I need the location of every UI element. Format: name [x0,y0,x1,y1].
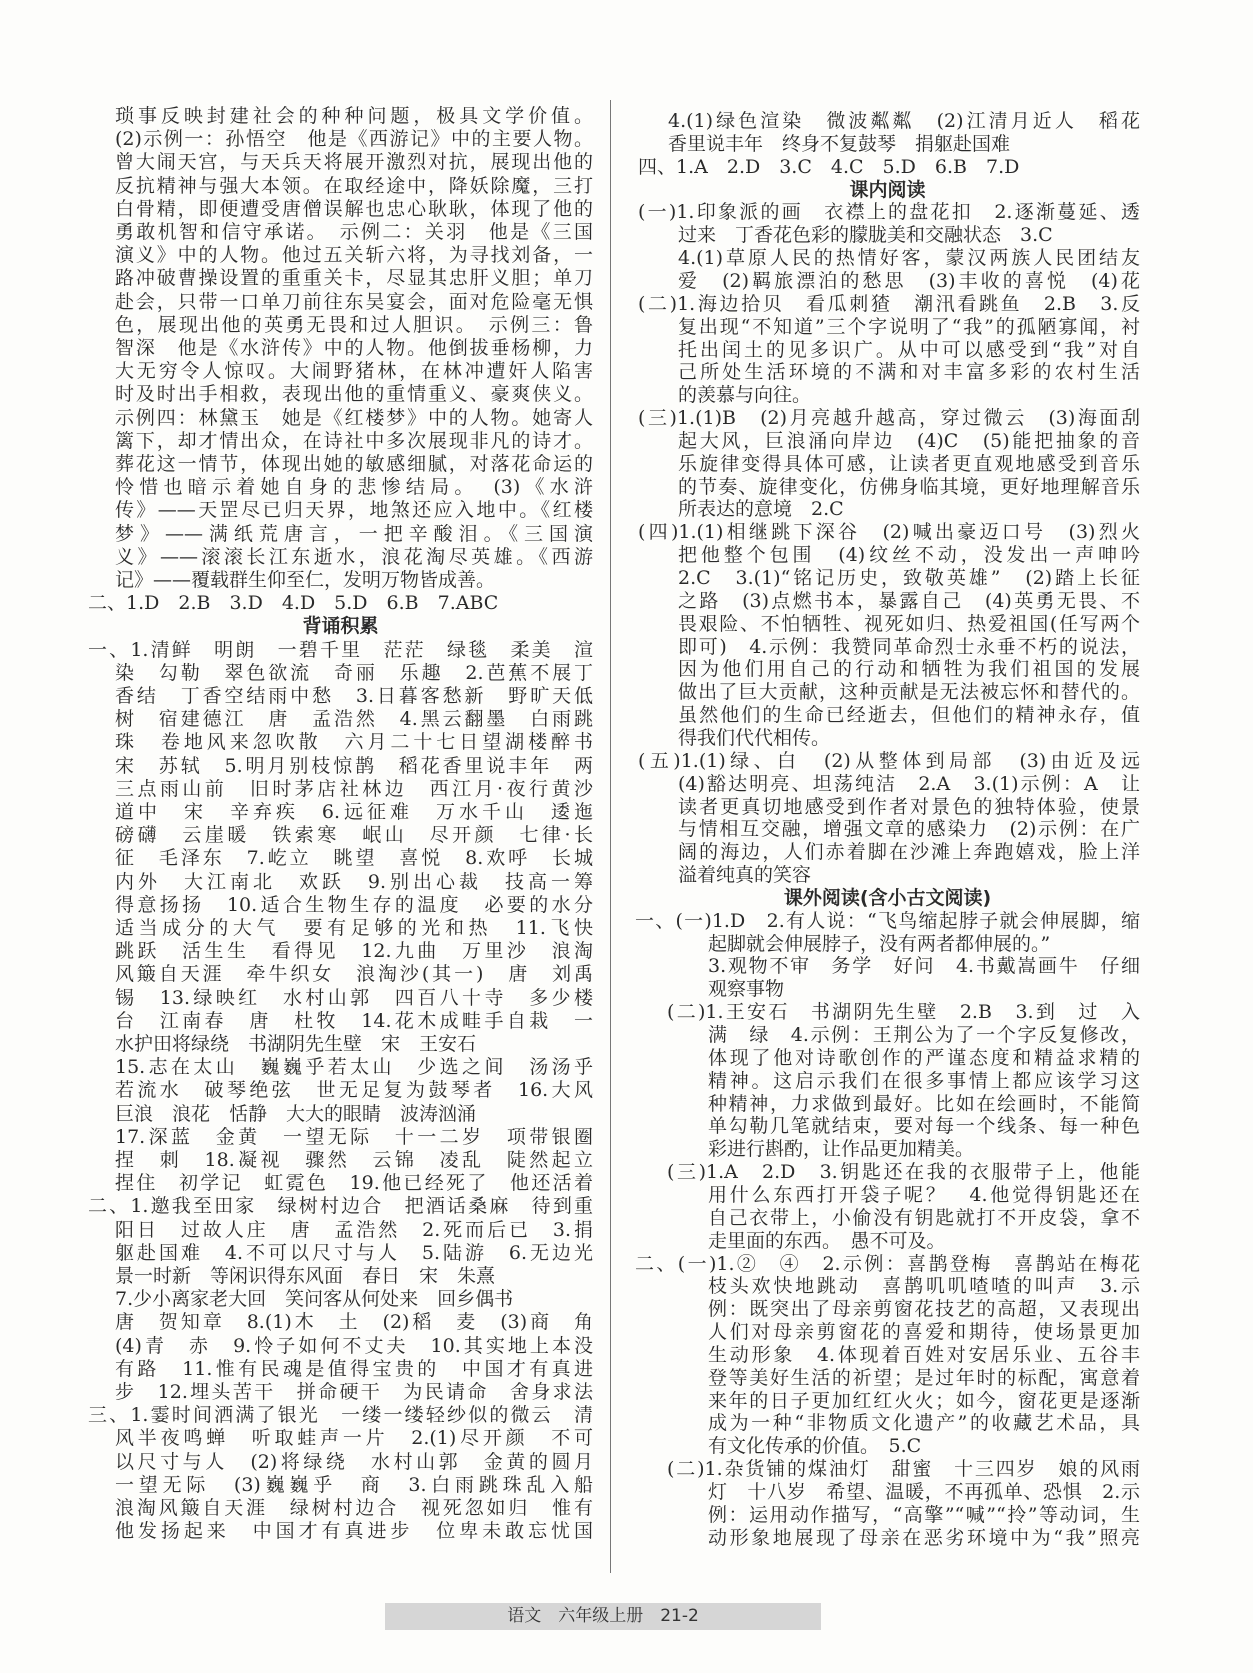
answer-line: 一、(一)1.D 2.有人说：“飞鸟缩起脖子就会伸展脚，缩 [635,909,1140,932]
answer-line: 三、1.霎时间洒满了银光 一缕一缕轻纱似的微云 清 [88,1404,593,1427]
answer-line: 过来 丁香花色彩的朦胧美和交融状态 3.C [678,224,1053,247]
answer-line: 灯 十八岁 希望、温暖，不再孤单、恐惧 2.示 [708,1481,1140,1503]
answer-line: 香里说丰年 终身不复鼓琴 捐躯赴国难 [668,132,1011,155]
answer-line: 记》——覆载群生仰至仁，发明万物皆成善。 [115,569,496,591]
answer-line: 例：既突出了母亲剪窗花技艺的高超，又表现出 [708,1298,1140,1321]
answer-line: 大无穷令人惊叹。大闹野猪林，在林冲遭奸人陷害 [115,360,593,383]
answer-line: 葬花这一情节，体现出她的敏感细腻，对落花命运的 [115,453,593,475]
answer-line: 起大风，巨浪涌向岸边 (4)C (5)能把抽象的音 [678,429,1140,452]
answer-line: 用什么东西打开袋子呢？ 4.他觉得钥匙还在 [708,1183,1140,1206]
answer-line: 一、1.清鲜 明朗 一碧千里 茫茫 绿毯 柔美 渲 [88,638,593,661]
answer-line: 色，展现出他的英勇无畏和过人胆识。 示例三：鲁 [115,313,593,336]
footer-grade: 六年级上册 [558,1606,644,1626]
answer-line: 生动形象 4.体现着百姓对安居乐业、五谷丰 [708,1343,1140,1366]
answer-line: (四)1.(1)相继跳下深谷 (2)喊出豪迈口号 (3)烈火 [638,521,1140,544]
answer-line: 宋 苏轼 5.明月别枝惊鹊 稻花香里说丰年 两 [115,754,593,777]
answer-line: 浪淘风簸自天涯 绿树村边合 视死忽如归 惟有 [115,1497,593,1519]
answer-line: 之路 (3)点燃书本，暴露自己 (4)英勇无畏、不 [678,589,1140,612]
answer-line: 得意扬扬 10.适合生物生存的温度 必要的水分 [115,893,593,916]
page-footer [385,1603,821,1630]
answer-line: 溢着纯真的笑容 [678,864,812,887]
answer-line: 爱 (2)羁旅漂泊的愁思 (3)丰收的喜悦 (4)花 [678,269,1140,292]
section-heading: 课内阅读 [849,178,926,201]
answer-line: 躯赴国难 4.不可以尺寸与人 5.陆游 6.无边光 [115,1241,593,1264]
answer-line: 读者更真切地感受到作者对景色的独特体验，使景 [678,795,1140,818]
answer-line: (2)示例一：孙悟空 他是《西游记》中的主要人物。 [115,128,593,151]
answer-line: 因为他们用自己的行动和牺牲为我们祖国的发展 [678,658,1140,681]
answer-line: 磅礴 云崖暖 铁索寒 岷山 尽开颜 七律·长 [115,824,593,847]
answer-line: 树 宿建德江 唐 孟浩然 4.黑云翻墨 白雨跳 [115,708,593,731]
answer-line: 做出了巨大贡献，这种贡献是无法被忘怀和替代的。 [678,681,1140,704]
answer-line: 演义》中的人物。他过五关斩六将，为寻找刘备，一 [115,244,593,267]
answer-line: 起脚就会伸展脖子，没有两者都伸展的。” [708,932,1051,955]
answer-line: 风簸自天涯 牵牛织女 浪淘沙(其一) 唐 刘禹 [115,963,593,986]
answer-line: 锡 13.绿映红 水村山郭 四百八十寺 多少楼 [115,986,593,1009]
answer-line: 7.少小离家老大回 笑问客从何处来 回乡偶书 [115,1288,514,1311]
answer-line: 满 绿 4.示例：王荆公为了一个字反复修改， [708,1024,1140,1046]
answer-line: 动形象地展现了母亲在恶劣环境中为“我”照亮 [708,1526,1140,1549]
answer-line: 梦》——满纸荒唐言，一把辛酸泪。《三国演 [115,522,593,545]
answer-line: 若流水 破琴绝弦 世无足复为鼓琴者 16.大风 [115,1079,593,1102]
answer-line: 所表达的意境 2.C [678,498,844,521]
answer-line: 阔的海边，人们赤着脚在沙滩上奔跑嬉戏，脸上洋 [678,841,1140,864]
answer-line: 台 江南春 唐 杜牧 14.花木成畦手自栽 一 [115,1009,593,1032]
answer-line: 白骨精，即便遭受唐僧误解也忠心耿耿，体现了他的 [115,197,593,220]
answer-line: 路冲破曹操设置的重重关卡，尽显其忠肝义胆；单刀 [115,267,593,290]
answer-line: 二、(一)1.② ④ 2.示例：喜鹊登梅 喜鹊站在梅花 [635,1252,1140,1275]
answer-line: 得我们代代相传。 [678,726,831,749]
answer-line: 三点雨山前 旧时茅店社林边 西江月·夜行黄沙 [115,777,593,800]
section-heading: 课外阅读(含小古文阅读) [783,886,992,909]
answer-line: 3.观物不审 务学 好问 4.书戴嵩画牛 仔细 [708,955,1140,978]
footer-subject: 语文 [507,1606,542,1626]
answer-line: 唐 贺知章 8.(1)木 土 (2)稻 麦 (3)商 角 [115,1311,593,1334]
answer-line: 托出闰土的见多识广。从中可以感受到“我”对自 [678,338,1140,361]
column-divider [610,100,611,1573]
answer-line: 种精神，力求做到最好。比如在绘画时，不能简 [708,1092,1140,1115]
answer-line: 二、1.D 2.B 3.D 4.D 5.D 6.B 7.ABC [88,592,499,615]
answer-line: 捏住 初学记 虹霓色 19.他已经死了 他还活着 [115,1172,593,1195]
answer-line: 勇敢机智和信守承诺。 示例二：关羽 他是《三国 [115,221,593,243]
answer-line: 一望无际 (3)巍巍乎 商 3.白雨跳珠乱入船 [115,1473,593,1496]
answer-line: 以尺寸与人 (2)将绿绕 水村山郭 金黄的圆月 [115,1450,593,1473]
answer-line: (4)豁达明亮、坦荡纯洁 2.A 3.(1)示例：A 让 [678,772,1140,795]
answer-line: (二)1.海边拾贝 看瓜刺猹 潮汛看跳鱼 2.B 3.反 [638,292,1140,315]
answer-line: 观察事物 [708,978,785,1001]
answer-line: 捏 刺 18.凝视 骤然 云锦 凌乱 陡然起立 [115,1149,593,1171]
answer-line: 的节奏、旋律变化，仿佛身临其境，更好地理解音乐 [678,475,1140,498]
answer-line: (4)青 赤 9.怜子如何不丈夫 10.其实地上本没 [115,1334,593,1357]
answer-line: 与情相互交融，增强文章的感染力 (2)示例：在广 [678,818,1140,841]
answer-line: 的羡慕与向往。 [678,384,812,407]
answer-line: 四、1.A 2.D 3.C 4.C 5.D 6.B 7.D [638,155,1020,178]
answer-line: 适当成分的大气 要有足够的光和热 11.飞快 [115,917,593,939]
answer-line: 成为一种“非物质文化遗产”的收藏艺术品，具 [708,1412,1140,1435]
answer-line: 单勾勒几笔就结束，要对每一个线条、每一种色 [708,1115,1140,1138]
answer-line: 精神。这启示我们在很多事情上都应该学习这 [708,1069,1140,1092]
answer-line: (五)1.(1)绿、白 (2)从整体到局部 (3)由近及远 [638,749,1140,772]
answer-line: 怜惜也暗示着她自身的悲惨结局。 (3)《水浒 [115,476,593,499]
answer-line: 琐事反映封建社会的种种问题，极具文学价值。 [115,105,593,127]
answer-line: 枝头欢快地跳动 喜鹊叽叽喳喳的叫声 3.示 [708,1275,1140,1298]
answer-line: 二、1.邀我至田家 绿树村边合 把酒话桑麻 待到重 [88,1195,593,1218]
answer-line: 来年的日子更加红红火火；如今，窗花更是逐渐 [708,1389,1140,1412]
answer-line: 道中 宋 辛弃疾 6.远征难 万水千山 逶迤 [115,801,593,823]
answer-line: 染 勾勒 翠色欲流 奇丽 乐趣 2.芭蕉不展丁 [115,661,593,684]
answer-line: (二)1.王安石 书湖阴先生壁 2.B 3.到 过 入 [667,1001,1140,1024]
answer-line: 风半夜鸣蝉 听取蛙声一片 2.(1)尽开颜 不可 [115,1427,593,1450]
answer-line: 体现了他对诗歌创作的严谨态度和精益求精的 [708,1046,1140,1069]
answer-line: 智深 他是《水浒传》中的人物。他倒拔垂杨柳，力 [115,337,593,359]
answer-line: 自己衣带上，小偷没有钥匙就打不开皮袋，拿不 [708,1206,1140,1229]
answer-line: 畏艰险、不怕牺牲、视死如归、热爱祖国(任写两个 [678,612,1140,635]
answer-line: 己所处生活环境的不满和对丰富多彩的农村生活 [678,361,1140,384]
answer-line: 珠 卷地风来忽吹散 六月二十七日望湖楼醉书 [115,731,593,754]
answer-line: 巨浪 浪花 恬静 大大的眼睛 波涛汹涌 [115,1102,477,1125]
answer-line: 水护田将绿绕 书湖阴先生壁 宋 王安石 [115,1033,477,1055]
answer-line: 反抗精神与强大本领。在取经途中，降妖除魔，三打 [115,174,593,197]
answer-line: 2.C 3.(1)“铭记历史，致敬英雄” (2)踏上长征 [678,567,1140,589]
answer-line: 义》——滚滚长江东逝水，浪花淘尽英雄。《西游 [115,545,593,568]
answer-line: 4.(1)绿色渲染 微波粼粼 (2)江清月近人 稻花 [668,110,1140,132]
answer-line: 香结 丁香空结雨中愁 3.日暮客愁新 野旷天低 [115,685,593,707]
answer-line: 赴会，只带一口单刀前往东吴宴会，面对危险毫无惧 [115,290,593,313]
answer-line: 走里面的东西。 愚不可及。 [708,1229,946,1252]
answer-line: (一)1.印象派的画 衣襟上的盘花扣 2.逐渐蔓延、透 [638,201,1140,224]
answer-line: 步 12.埋头苦干 拼命硬干 为民请命 舍身求法 [115,1381,593,1403]
answer-line: 曾大闹天宫，与天兵天将展开激烈对抗，展现出他的 [115,151,593,174]
answer-line: 内外 大江南北 欢跃 9.别出心裁 技高一筹 [115,870,593,893]
section-heading: 背诵积累 [302,615,379,638]
answer-line: 有文化传承的价值。 5.C [708,1435,922,1458]
answer-line: (三)1.A 2.D 3.钥匙还在我的衣服带子上，他能 [667,1161,1140,1184]
answer-line: 他发扬起来 中国才有真进步 位卑未敢忘忧国 [115,1520,593,1543]
footer-page-number: 21-2 [660,1606,699,1626]
answer-line: 征 毛泽东 7.屹立 眺望 喜悦 8.欢呼 长城 [115,847,593,870]
answer-line: (三)1.(1)B (2)月亮越升越高，穿过微云 (3)海面刮 [638,407,1140,430]
answer-line: 例：运用动作描写，“高擎”“喊”“拎”等动词，生 [708,1503,1140,1526]
answer-line: 即可) 4.示例：我赞同革命烈士永垂不朽的说法， [678,635,1140,658]
answer-line: 乐旋律变得具体可感，让读者更直观地感受到音乐 [678,452,1140,475]
answer-line: (二)1.杂货铺的煤油灯 甜蜜 十三四岁 娘的风雨 [667,1458,1140,1481]
answer-line: 示例四：林黛玉 她是《红楼梦》中的人物。她寄人 [115,406,593,429]
answer-line: 有路 11.惟有民魂是值得宝贵的 中国才有真进 [115,1357,593,1380]
answer-line: 人们对母亲剪窗花的喜爱和期待，使场景更加 [708,1321,1140,1344]
answer-line: 虽然他们的生命已经逝去，但他们的精神永存，值 [678,704,1140,727]
answer-line: 登等美好生活的祈望；是过年时的标配，寓意着 [708,1366,1140,1389]
answer-line: 把他整个包围 (4)纹丝不动，没发出一声呻吟 [678,544,1140,567]
answer-line: 跳跃 活生生 看得见 12.九曲 万里沙 浪淘 [115,940,593,963]
answer-line: 传》——天罡尽已归天界，地煞还应入地中。《红楼 [115,499,593,522]
answer-line: 15.志在太山 巍巍乎若太山 少选之间 汤汤乎 [115,1056,593,1079]
answer-line: 景一时新 等闲识得东风面 春日 宋 朱熹 [115,1265,496,1287]
answer-line: 时及时出手相救，表现出他的重情重义、豪爽侠义。 [115,383,593,406]
answer-line: 17.深蓝 金黄 一望无际 十一二岁 项带银圈 [115,1125,593,1148]
answer-line: 篱下，却才情出众，在诗社中多次展现非凡的诗才。 [115,429,593,452]
answer-line: 4.(1)草原人民的热情好客，蒙汉两族人民团结友 [678,247,1140,270]
answer-line: 复出现“不知道”三个字说明了“我”的孤陋寡闻，衬 [678,315,1140,338]
answer-line: 阳日 过故人庄 唐 孟浩然 2.死而后已 3.捐 [115,1218,593,1241]
answer-line: 彩进行斟酌，让作品更加精美。 [708,1138,975,1161]
